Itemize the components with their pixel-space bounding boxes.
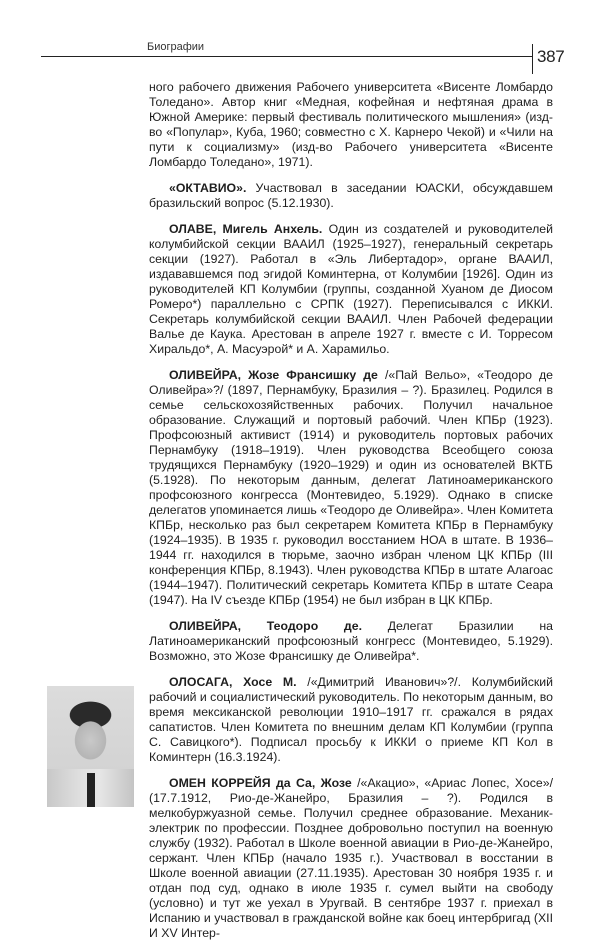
portrait-tie: [87, 773, 95, 807]
entry-text: Участвовал в заседании ЮАСКИ, обсуждавшем бразильский вопрос (5.12.1930).: [149, 181, 553, 210]
entry-heading: «ОКТАВИО».: [169, 181, 247, 195]
header-rule: [41, 56, 532, 57]
entry-heading: ОЛОСАГА, Хосе М.: [169, 675, 297, 689]
entry-heading: ОМЕН КОРРЕЙЯ да Са, Жозе: [169, 776, 352, 790]
entry-oliveira-teodoro: [149, 619, 553, 664]
entry-text: Один из создателей и руководителей колумбийской секции ВААИЛ (1925–1927), генеральный секретарь секции (1927). Работал в «Эль Либертадор», органе ВААИЛ, издававшемся под эгидой Коминтерна, от Колумбии [1926]. Один из руководителей КП Колумбии (группы, созданной Хуаном де Диосом Ромеро*) параллельно с СРПК (1927). Переписывался с ИККИ. Секретарь колумбийской секции ВААИЛ. Член Рабочей федерации Валье де Каука. Арестован в апреле 1927 г. вместе с И. Торресом Хиральдо*, А. Масуэрой* и А. Харамильо.: [149, 222, 553, 356]
paragraph-continuation: [149, 80, 553, 170]
page-number: 387: [537, 47, 565, 66]
entry-heading: ОЛИВЕЙРА, Теодоро де.: [169, 619, 362, 633]
entry-aliases: /«Пай Вельо», «Теодоро де Оливейра»?/: [149, 368, 553, 397]
entry-heading: ОЛИВЕЙРА, Жозе Франсишку де: [169, 368, 378, 382]
entry-oliveira-jose: [149, 368, 553, 608]
entry-oktavio: [149, 181, 553, 211]
portrait-photo: [47, 686, 134, 807]
header-vertical-rule: [532, 44, 533, 74]
entry-text: Делегат Бразилии на Латиноамериканский профсоюзный конгресс (Монтевидео, 5.1929). Возможно, это Жозе Франсишку де Оливейра*.: [149, 619, 553, 663]
entry-olosaga: [149, 675, 553, 765]
entry-aliases: /«Димитрий Иванович»?/.: [296, 675, 461, 689]
entry-text: (17.7.1912, Рио-де-Жанейро, Бразилия – ?). Родился в мелкобуржуазной семье. Получил среднее образование. Механик-электрик по профессии. Позднее добровольно поступил на военную службу (1932). Работал в Школе военной авиации в Рио-де-Жанейро, сержант. Член КПБр (начало 1935 г.). Участвовал в восстании в Школе военной авиации (27.11.1935). Арестован 30 ноября 1935 г. и отдан под суд, однако в июле 1935 г. сумел выйти на свободу (условно) и тут же уехал в Уругвай. В сентябре 1937 г. приехал в Испанию и участвовал в гражданской войне как боец интербригад (XII И XV Интер-: [149, 791, 553, 940]
entry-text: (1897, Пернамбуку, Бразилия – ?). Бразилец. Родился в семье сельскохозяйственных рабочих. Получил начальное образование. Служащий и портовый рабочий. Член КПБр (1923). Профсоюзный активист (1914) и руководитель портовых рабочих Пернамбуку (1918–1919). Член руководства Всеобщего союза трудящихся Пернамбуку (1920–1929) и один из основателей ВКТБ (5.1928). По некоторым данным, делегат Латиноамериканского профсоюзного конгресса (Монтевидео, 5.1929). Однако в списке делегатов упоминается лишь «Теодоро де Оливейра». Член Комитета КПБр, несколько раз был секретарем Комитета КПБр в Пернамбуку (1924–1935). В 1935 г. руководил восстанием НОА в штате. В 1936–1944 гг. находился в тюрьме, заочно избран членом ЦК КПБр (III конференция КПБр, 8.1943). Член руководства КПБр в штате Алагоас (1944–1947). Политический секретарь Комитета КПБр в штате Сеара (1947). На IV съезде КПБр (1954) не был избран в ЦК КПБр.: [149, 383, 553, 607]
entry-omen-correia: [149, 776, 553, 941]
entry-heading: ОЛАВЕ, Мигель Анхель.: [169, 222, 323, 236]
entry-text: Колумбийский рабочий и социалистический руководитель. По некоторым данным, во время мексиканской революции 1910–1917 гг. сражался в рядах сапатистов. Член Комитета по внешним делам КП Колумбии (группа С. Савицкого*). Подписал просьбу к ИККИ о приеме КП Кол в Коминтерн (16.3.1924).: [149, 675, 553, 764]
section-title: Биографии: [147, 41, 205, 53]
paragraph-text: ного рабочего движения Рабочего университета «Висенте Ломбардо Толедано». Автор книг «Медная, кофейная и нефтяная драма в Южной Америке: первый фестиваль политического мышления» (изд-во «Популар», Куба, 1960; совместно с Х. Карнеро Чекой) и «Чили на пути к социализму» (изд-во Рабочего университета «Висенте Ломбардо Толедано», 1971).: [149, 80, 553, 169]
entry-aliases: /«Акацио», «Ариас Лопес, Хосе»/: [351, 776, 553, 790]
entry-olave: [149, 222, 553, 357]
biography-text: [149, 80, 553, 952]
